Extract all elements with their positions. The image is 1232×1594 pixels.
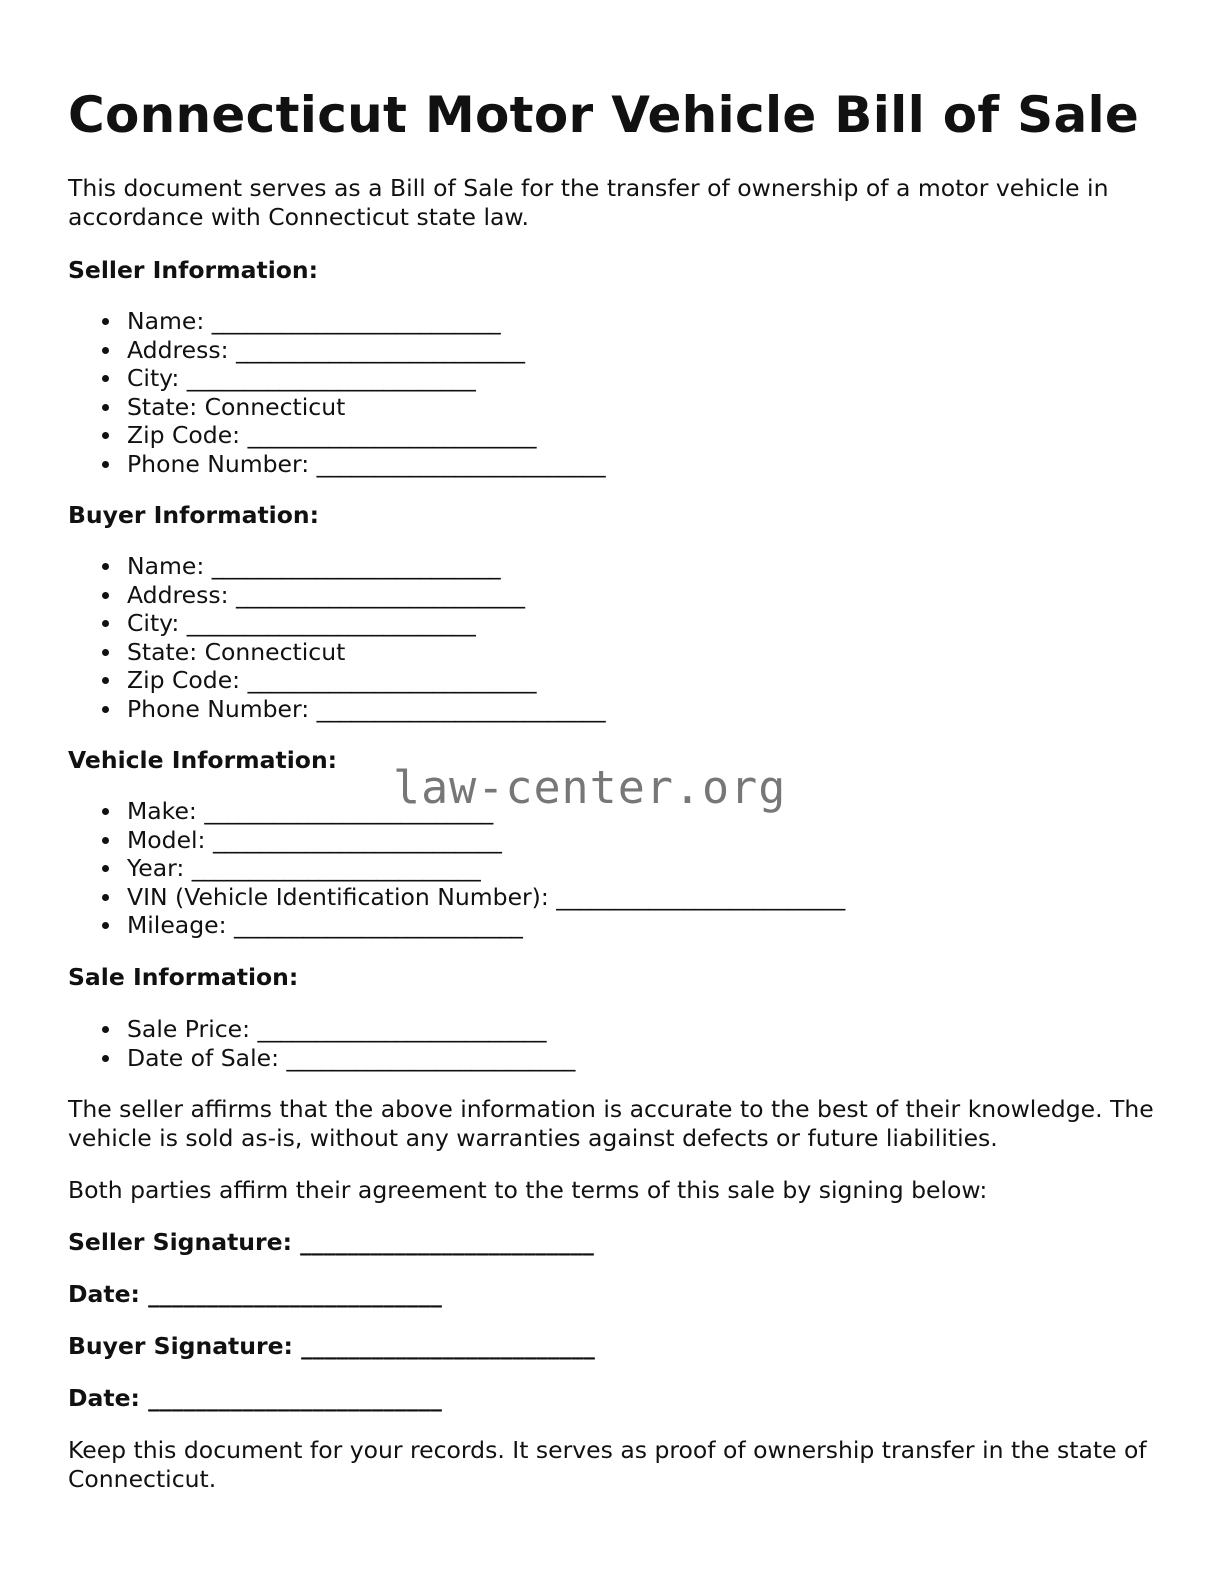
field-label: Year: [127,854,185,883]
buyer-city-field [0,609,605,638]
agreement-paragraph: Both parties affirm their agreement to the terms of this sale by signing below: [68,1176,988,1204]
field-label: Mileage: [127,911,227,940]
buyer-address-field [0,581,605,610]
field-label: Make: [127,797,197,825]
vehicle-mileage-field [0,911,845,940]
vehicle-heading: Vehicle Information: [68,746,338,774]
fill-blank[interactable]: _________________________ [211,307,501,335]
seller-name-field [0,307,605,336]
buyer-phone-field [0,695,605,724]
field-label: Zip Code: [127,421,241,450]
field-label: State: Connecticut [127,637,346,666]
buyer-date-line[interactable]: Date: _________________________ [68,1384,442,1412]
fill-blank[interactable]: _________________________ [186,609,476,638]
buyer-zip-field [0,666,605,695]
fill-blank[interactable]: _________________________ [236,580,525,609]
seller-zip-field [0,421,605,450]
seller-state-field [0,393,605,422]
seller-address-field [0,336,605,365]
field-label: Address: [127,580,229,609]
field-label: Address: [127,335,229,364]
fill-blank[interactable]: _________________________ [212,825,502,854]
field-label: Name: [127,552,205,580]
fill-blank[interactable]: _________________________ [204,797,494,825]
field-label: Zip Code: [127,666,241,695]
buyer-name-field [0,552,605,581]
field-label: Sale Price: [127,1015,251,1043]
fill-blank[interactable]: _________________________ [257,1015,547,1043]
watermark: law-center.org [393,761,787,814]
footer-paragraph: Keep this document for your records. It serves as proof of ownership transfer in the state of Connecticut. [68,1436,1147,1493]
field-label: Name: [127,307,205,335]
seller-date-line[interactable]: Date: _________________________ [68,1280,442,1308]
seller-heading: Seller Information: [68,256,319,284]
fill-blank[interactable]: _________________________ [556,882,846,911]
fill-blank[interactable]: _________________________ [186,364,476,393]
buyer-signature-line[interactable]: Buyer Signature: _________________________ [68,1332,595,1360]
vehicle-vin-field [0,883,845,912]
field-label: City: [127,364,180,393]
fill-blank[interactable]: _________________________ [233,911,523,940]
sale-fields [0,1015,575,1072]
fill-blank[interactable]: _________________________ [236,335,525,364]
fill-blank[interactable]: _________________________ [191,854,481,883]
buyer-fields [0,552,605,724]
buyer-state-field [0,638,605,667]
fill-blank[interactable]: _________________________ [211,552,501,580]
field-label: State: Connecticut [127,392,346,421]
vehicle-fields [0,797,845,940]
vehicle-model-field [0,826,845,855]
sale-price-field [0,1015,575,1044]
seller-phone-field [0,450,605,479]
fill-blank[interactable]: _________________________ [247,421,537,450]
field-label: Phone Number: [127,449,310,478]
field-label: VIN (Vehicle Identification Number): [127,882,549,911]
sale-heading: Sale Information: [68,963,299,991]
field-label: Date of Sale: [127,1043,279,1072]
field-label: City: [127,609,180,638]
fill-blank[interactable]: _________________________ [247,666,537,695]
field-label: Phone Number: [127,694,310,723]
document-title: Connecticut Motor Vehicle Bill of Sale [68,86,1140,144]
seller-city-field [0,364,605,393]
field-label: Model: [127,825,206,854]
fill-blank[interactable]: _________________________ [316,694,606,723]
seller-fields [0,307,605,479]
fill-blank[interactable]: _________________________ [316,449,606,478]
affirmation-paragraph: The seller affirms that the above information is accurate to the best of their knowledge. The vehicle is sold as-is, without any warranties against defects or future liabilities. [68,1095,1154,1152]
fill-blank[interactable]: _________________________ [286,1043,576,1072]
seller-signature-line[interactable]: Seller Signature: _________________________ [68,1228,594,1256]
intro-paragraph: This document serves as a Bill of Sale for the transfer of ownership of a motor vehicle in accordance with Connecticut state law. [68,174,1109,231]
buyer-heading: Buyer Information: [68,501,320,529]
sale-date-field [0,1044,575,1073]
vehicle-year-field [0,854,845,883]
